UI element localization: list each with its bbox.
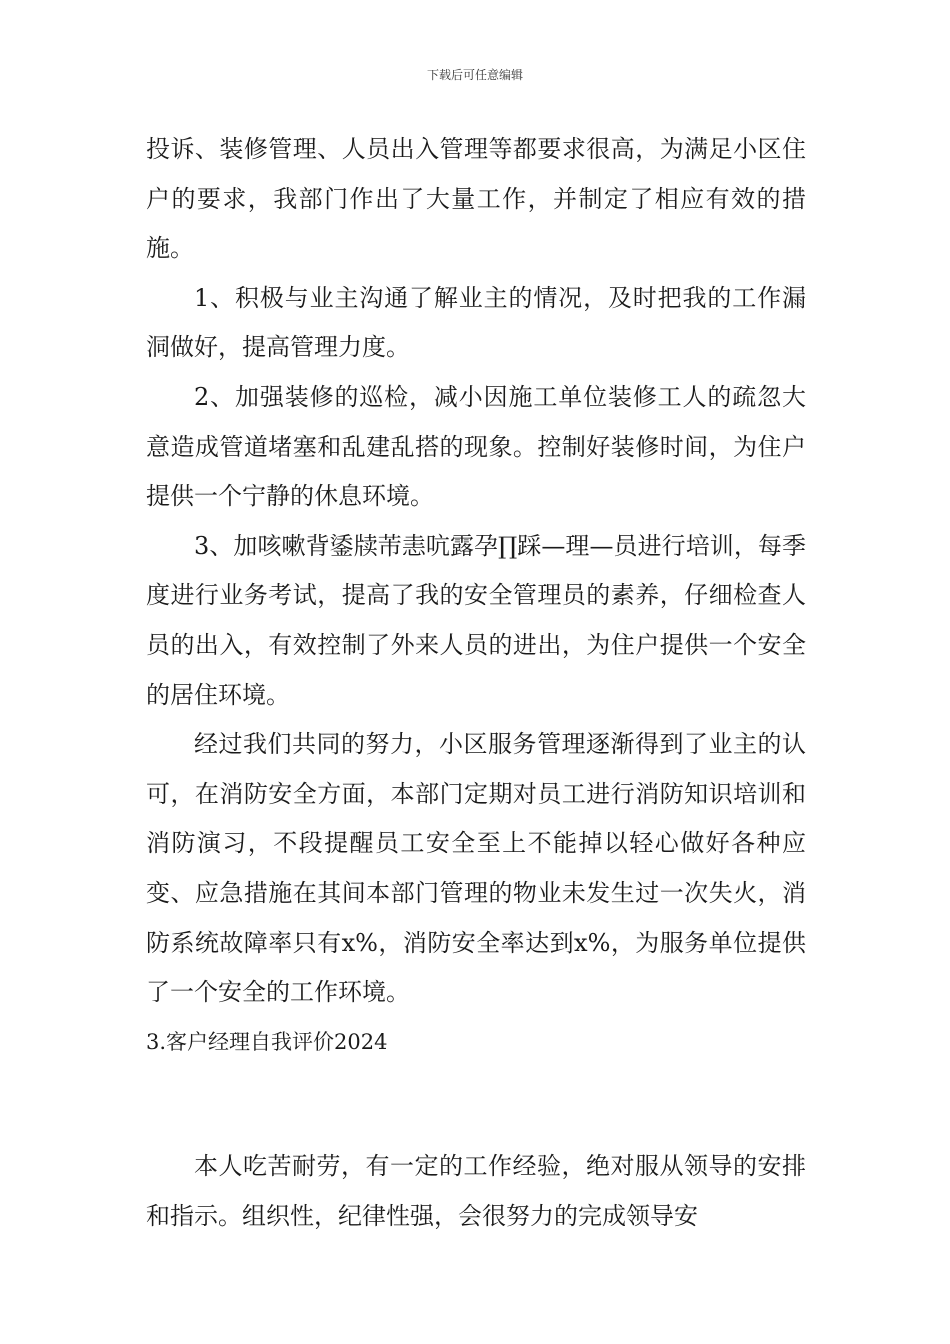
document-body bbox=[146, 125, 806, 1241]
section-heading: 3.客户经理自我评价2024 bbox=[146, 1029, 388, 1054]
paragraph-continuation: 投诉、装修管理、人员出入管理等都要求很高，为满足小区住户的要求，我部门作出了大量工作，并制定了相应有效的措施。 bbox=[146, 135, 806, 263]
spacer bbox=[146, 1067, 806, 1142]
paragraph-summary: 经过我们共同的努力，小区服务管理逐渐得到了业主的认可，在消防安全方面，本部门定期对员工进行消防知识培训和消防演习，不段提醒员工安全至上不能掉以轻心做好各种应变、应急措施在其间本部门管理的物业未发生过一次失火，消防系统故障率只有x%，消防安全率达到x%，为服务单位提供了一个安全的工作环境。 bbox=[146, 730, 806, 1007]
paragraph-self-evaluation: 本人吃苦耐劳，有一定的工作经验，绝对服从领导的安排和指示。组织性，纪律性强，会很努力的完成领导安 bbox=[146, 1152, 806, 1230]
page-header-note: 下载后可任意编辑 bbox=[426, 68, 523, 82]
paragraph-item-2: 2、加强装修的巡检，减小因施工单位装修工人的疏忽大意造成管道堵塞和乱建乱搭的现象。控制好装修时间，为住户提供一个宁静的休息环境。 bbox=[146, 382, 806, 511]
paragraph-item-1: 1、积极与业主沟通了解业主的情况，及时把我的工作漏洞做好，提高管理力度。 bbox=[146, 283, 806, 362]
paragraph-item-3: 3、加咳嗽背鋈牍芾恚吭露孕∏踩—理—员进行培训，每季度进行业务考试，提高了我的安全管理员的素养，仔细检查人员的出入，有效控制了外来人员的进出，为住户提供一个安全的居住环境。 bbox=[146, 531, 806, 709]
